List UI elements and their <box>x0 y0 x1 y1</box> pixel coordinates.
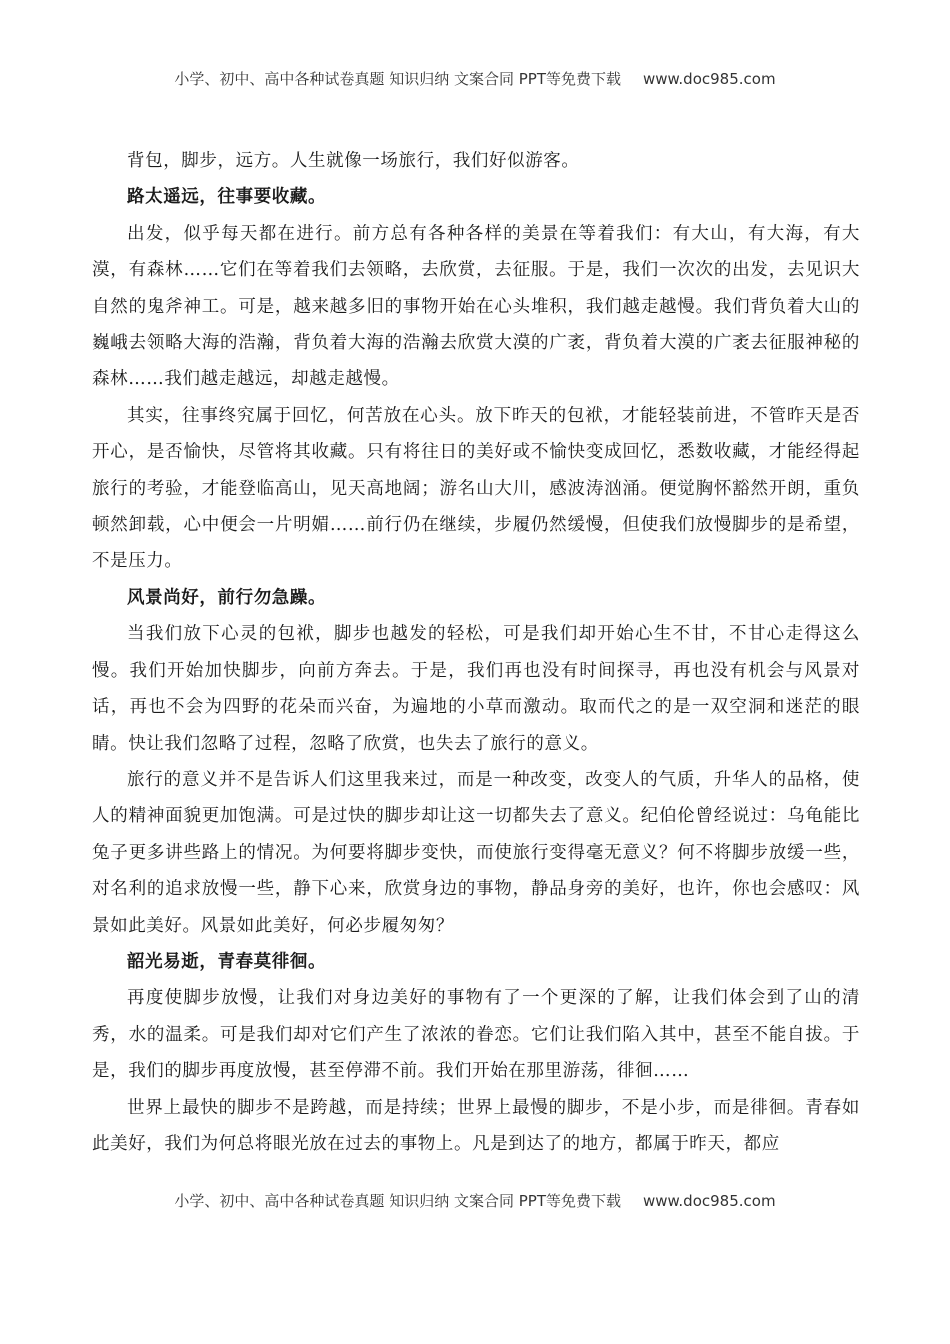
paragraph-6: 再度使脚步放慢，让我们对身边美好的事物有了一个更深的了解，让我们体会到了山的清秀，水的温柔。可是我们却对它们产生了浓浓的眷恋。它们让我们陷入其中，甚至不能自拔。于是，我们的脚步再度放慢，甚至停滞不前。我们开始在那里游荡，徘徊…… <box>92 988 860 1082</box>
paragraph-3: 其实，往事终究属于回忆，何苦放在心头。放下昨天的包袱，才能轻装前进，不管昨天是否开心，是否愉快，尽管将其收藏。只有将往日的美好或不愉快变成回忆，悉数收藏，才能经得起旅行的考验，才能登临高山，见天高地阔；游名山大川，感波涛汹涌。便觉胸怀豁然开朗，重负顿然卸载，心中便会一片明媚……前行仍在继续，步履仍然缓慢，但使我们放慢脚步的是希望，不是压力。 <box>92 405 860 572</box>
paragraph-5: 旅行的意义并不是告诉人们这里我来过，而是一种改变，改变人的气质，升华人的品格，使人的精神面貌更加饱满。可是过快的脚步却让这一切都失去了意义。纪伯伦曾经说过：乌龟能比兔子更多讲些路上的情况。为何要将脚步变快，而使旅行变得毫无意义？何不将脚步放缓一些，对名利的追求放慢一些，静下心来，欣赏身边的事物，静品身旁的美好，也许，你也会感叹：风景如此美好。风景如此美好，何必步履匆匆？ <box>92 769 860 936</box>
paragraph-intro: 背包，脚步，远方。人生就像一场旅行，我们好似游客。 <box>127 151 580 171</box>
header-text: 小学、初中、高中各种试卷真题 知识归纳 文案合同 PPT等免费下载 <box>174 70 621 88</box>
article-body <box>92 143 860 1162</box>
footer-text: 小学、初中、高中各种试卷真题 知识归纳 文案合同 PPT等免费下载 <box>174 1192 621 1210</box>
paragraph-4: 当我们放下心灵的包袱，脚步也越发的轻松，可是我们却开始心生不甘，不甘心走得这么慢。我们开始加快脚步，向前方奔去。于是，我们再也没有时间探寻，再也没有机会与风景对话，再也不会为四野的花朵而兴奋，为遍地的小草而激动。取而代之的是一双空洞和迷茫的眼睛。快让我们忽略了过程，忽略了欣赏，也失去了旅行的意义。 <box>92 624 860 754</box>
section-heading-1: 路太遥远，往事要收藏。 <box>127 187 327 208</box>
section-heading-3: 韶光易逝，青春莫徘徊。 <box>127 951 327 972</box>
footer-url[interactable]: www.doc985.com <box>642 1192 776 1210</box>
page-footer <box>0 1190 950 1211</box>
header-url[interactable]: www.doc985.com <box>642 70 776 88</box>
section-heading-2: 风景尚好，前行勿急躁。 <box>127 587 327 608</box>
paragraph-7: 世界上最快的脚步不是跨越，而是持续；世界上最慢的脚步，不是小步，而是徘徊。青春如此美好，我们为何总将眼光放在过去的事物上。凡是到达了的地方，都属于昨天，都应 <box>92 1097 860 1154</box>
paragraph-2: 出发，似乎每天都在进行。前方总有各种各样的美景在等着我们：有大山，有大海，有大漠，有森林……它们在等着我们去领略，去欣赏，去征服。于是，我们一次次的出发，去见识大自然的鬼斧神工。可是，越来越多旧的事物开始在心头堆积，我们越走越慢。我们背负着大山的巍峨去领略大海的浩瀚，背负着大海的浩瀚去欣赏大漠的广袤，背负着大漠的广袤去征服神秘的森林……我们越走越远，却越走越慢。 <box>92 223 860 390</box>
